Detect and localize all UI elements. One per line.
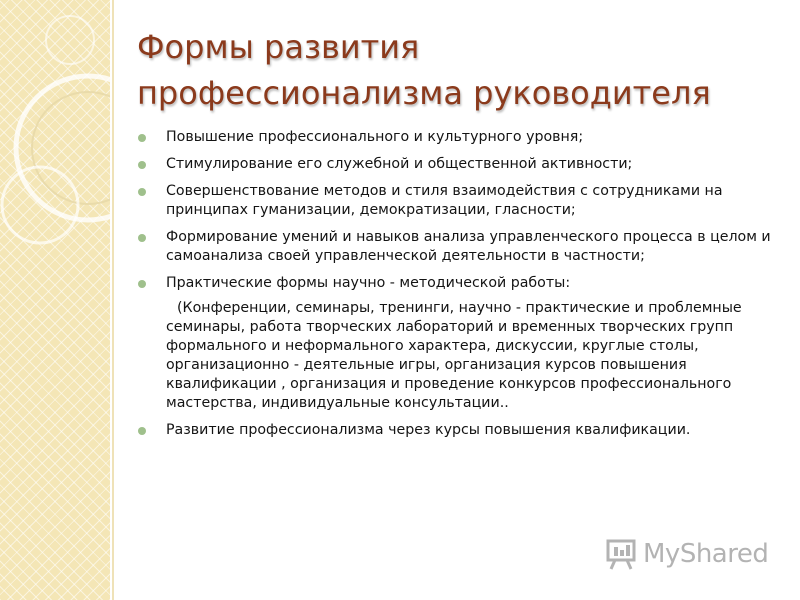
presentation-board-icon (605, 538, 639, 570)
sub-paragraph (138, 299, 788, 413)
list-item (138, 128, 788, 147)
bullet-dot-icon (138, 234, 146, 242)
bullet-dot-icon (138, 161, 146, 169)
watermark-text: MyShared (643, 539, 769, 569)
decorative-circles (0, 0, 110, 600)
decorative-left-strip (0, 0, 110, 600)
list-item (138, 421, 788, 440)
title-line-1: Формы развития (137, 28, 420, 66)
slide-content (138, 128, 788, 448)
divider-line (112, 0, 114, 600)
bullet-dot-icon (138, 427, 146, 435)
bullet-list (138, 128, 788, 440)
bullet-text: Развитие профессионализма через курсы повышения квалификации. (166, 422, 691, 438)
bullet-text: Формирование умений и навыков анализа управленческого процесса в целом и самоанализа своей управленческой деятельности в частности; (166, 229, 771, 264)
bullet-text: Повышение профессионального и культурного уровня; (166, 129, 584, 145)
bullet-dot-icon (138, 280, 146, 288)
list-item (138, 228, 788, 266)
bullet-dot-icon (138, 188, 146, 196)
sub-paragraph-text: (Конференции, семинары, тренинги, научно - практические и проблемные семинары, работа творческих лабораторий и временных творческих групп формального и неформального характера, дискуссии, круглые столы, организационно - деятельные игры, организация курсов повышения квалификации , организация и проведение конкурсов профессионального мастерства, индивидуальные консультации.. (166, 300, 742, 411)
list-item (138, 155, 788, 174)
list-item (138, 274, 788, 293)
slide-title (137, 24, 777, 116)
title-line-2: профессионализма руководителя (137, 74, 711, 112)
watermark-logo (605, 537, 768, 571)
bullet-dot-icon (138, 134, 146, 142)
bullet-text: Стимулирование его служебной и общественной активности; (166, 156, 633, 172)
bullet-text: Практические формы научно - методической работы: (166, 275, 571, 291)
list-item (138, 182, 788, 220)
bullet-text: Совершенствование методов и стиля взаимодействия с сотрудниками на принципах гуманизации, демократизации, гласности; (166, 183, 723, 218)
